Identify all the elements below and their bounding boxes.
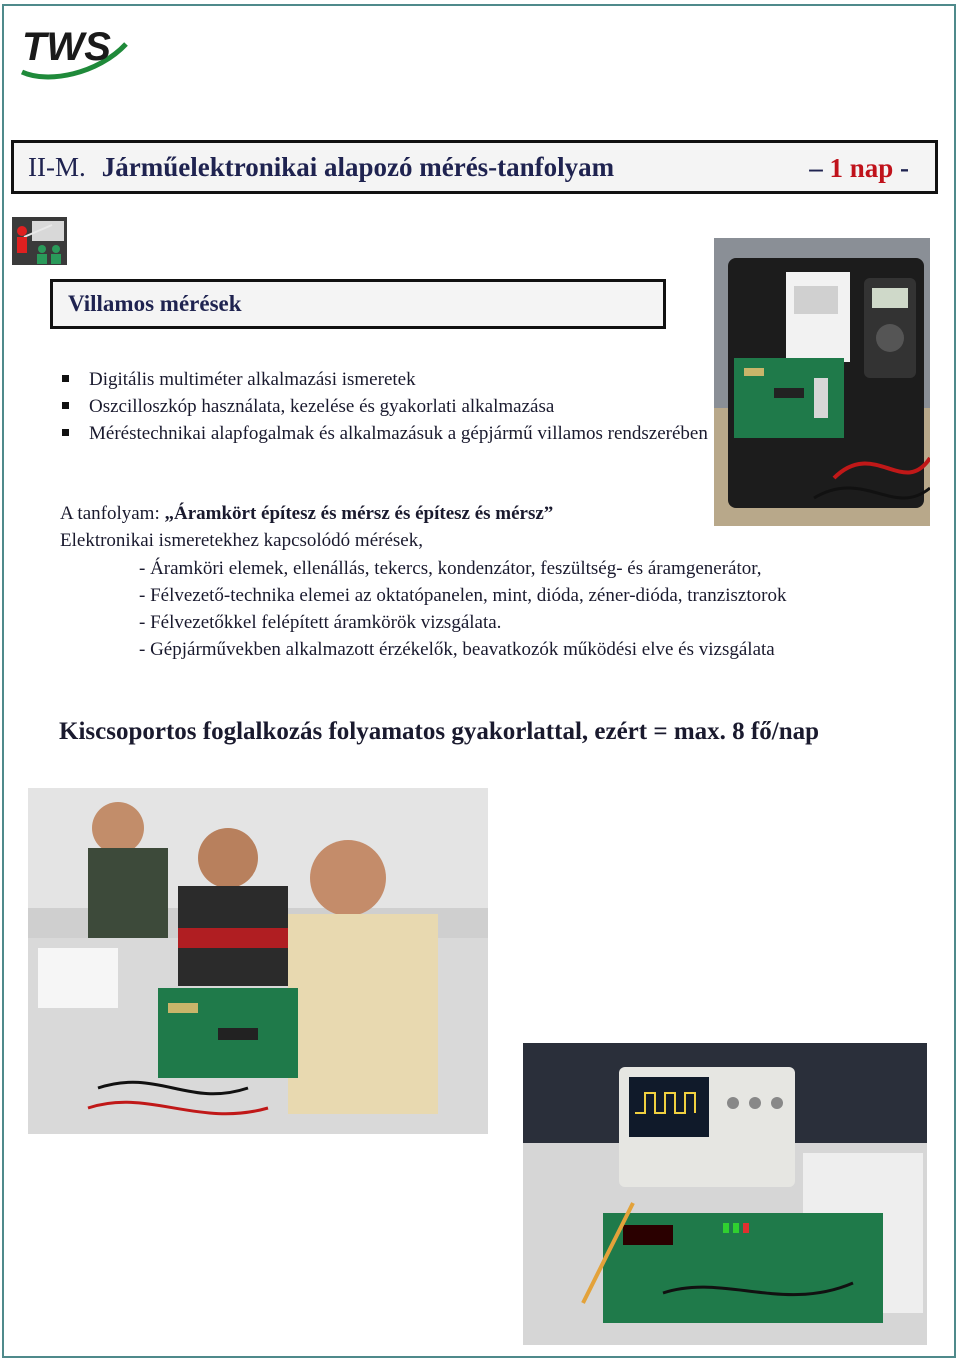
intro-line: Elektronikai ismeretekhez kapcsolódó mérések, — [60, 530, 423, 551]
section-heading: Villamos mérések — [68, 291, 242, 316]
tws-logo — [18, 14, 130, 80]
topic-bullet-list — [60, 366, 720, 447]
duration-dash: – — [809, 153, 823, 183]
list-item — [60, 420, 709, 447]
duration-value: 1 nap — [829, 153, 894, 183]
course-title: Járműelektronikai alapozó mérés-tanfolyam — [101, 151, 615, 182]
list-item: Oszcilloszkóp használata, kezelése és gyakorlati alkalmazása — [60, 393, 720, 420]
intro-prefix: A tanfolyam: — [60, 503, 160, 524]
svg-text:TWS: TWS — [22, 25, 111, 69]
list-item-text: Méréstechnikai alapfogalmak és alkalmazásuk a gépjármű villamos rendszerében — [89, 423, 708, 444]
course-title-box — [11, 140, 938, 194]
training-kit-photo — [714, 238, 930, 526]
oscilloscope-board-photo — [523, 1043, 927, 1345]
presenter-icon — [12, 217, 67, 265]
course-code: II-M. — [28, 151, 86, 182]
list-item: - Félvezetőkkel felépített áramkörök vizsgálata. — [139, 612, 502, 633]
section-heading-box — [50, 279, 666, 329]
list-item: - Áramköri elemek, ellenállás, tekercs, kondenzátor, feszültség- és áramgenerátor, — [139, 558, 762, 579]
course-motto: „Áramkört építesz és mérsz és építesz és mérsz” — [164, 503, 554, 524]
group-size-note: Kiscsoportos foglalkozás folyamatos gyakorlattal, ezért = max. 8 fő/nap — [59, 718, 819, 745]
list-item: - Gépjárművekben alkalmazott érzékelők, beavatkozók működési elve és vizsgálata — [139, 639, 775, 660]
course-duration — [809, 153, 909, 184]
duration-trail: - — [900, 153, 909, 183]
topic-detail-list — [139, 555, 786, 663]
students-workshop-photo — [28, 788, 488, 1134]
list-item: - Félvezető-technika elemei az oktatópanelen, mint, dióda, zéner-dióda, tranzisztorok — [139, 585, 787, 606]
list-item: Digitális multiméter alkalmazási ismeretek — [60, 366, 720, 393]
